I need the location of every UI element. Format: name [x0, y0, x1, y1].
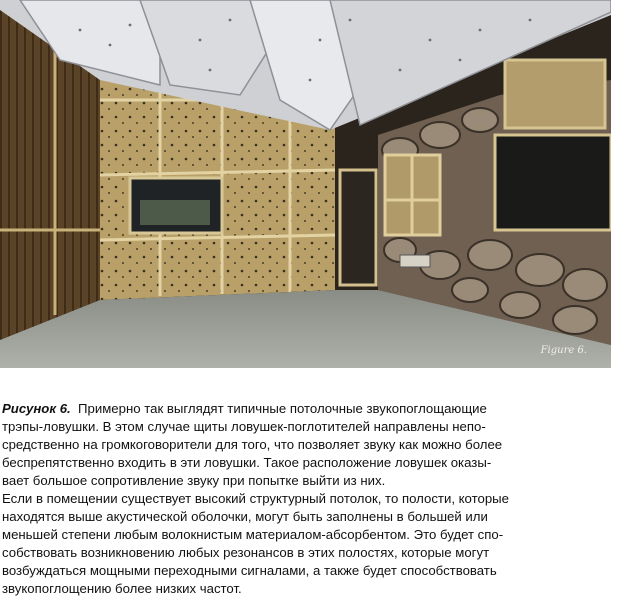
caption-line: собствовать возникновению любых резонансов в этих полостях, которые могут — [2, 545, 490, 560]
figure-label: Figure 6. — [540, 345, 587, 356]
caption-line — [2, 400, 618, 418]
caption-line: вает большое сопротивление звуку при попытке выйти из них. — [2, 473, 386, 488]
caption-line: средственно на громкоговорители для того, что позволяет звуку как можно более — [2, 437, 503, 452]
caption-line: Если в помещении существует высокий структурный потолок, то полости, которые — [2, 491, 509, 506]
caption-line: находятся выше акустической оболочки, могут быть заполнены в большей или — [2, 509, 488, 524]
caption-line: звукопоглощению более низких частот. — [2, 581, 242, 596]
caption-line: меньшей степени любым волокнистым материалом-абсорбентом. Это будет спо- — [2, 527, 504, 542]
figure-caption — [2, 400, 618, 598]
caption-line: возбуждаться мощными переходными сигналами, а также будет способствовать — [2, 563, 497, 578]
caption-line: беспрепятственно входить в эти ловушки. Такое расположение ловушек оказы- — [2, 455, 492, 470]
figure-number: Рисунок 6. — [2, 401, 71, 416]
caption-line: трэпы-ловушки. В этом случае щиты ловушек-поглотителей направлены непо- — [2, 419, 486, 434]
caption-text: Примерно так выглядят типичные потолочные звукопоглощающие — [78, 401, 487, 416]
